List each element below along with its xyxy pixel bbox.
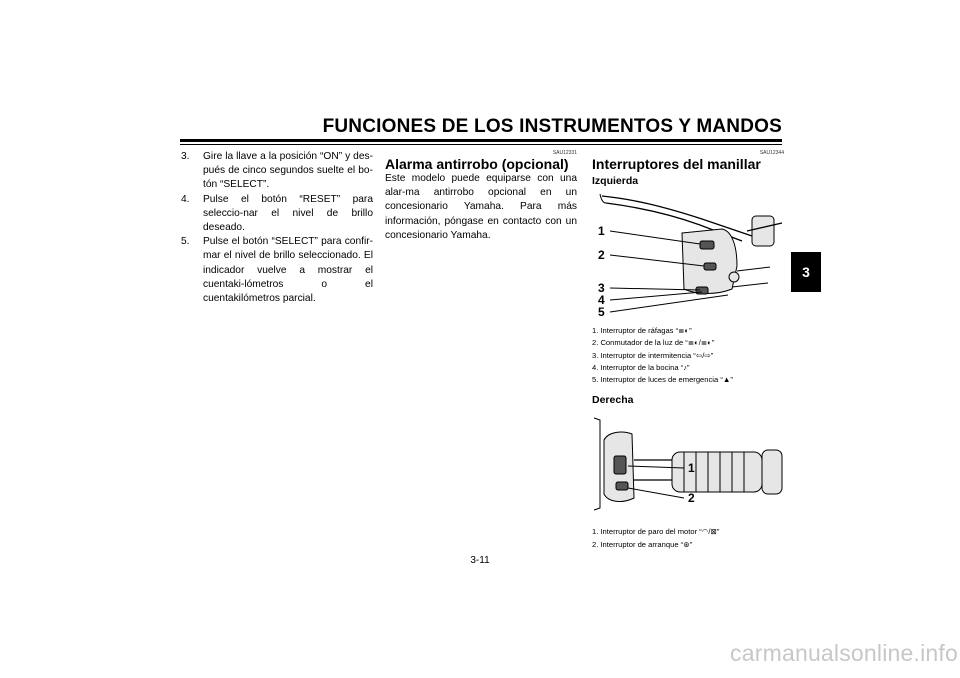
step-text: Pulse el botón “RESET” para seleccio-nar el nivel de brillo deseado. (203, 193, 373, 234)
hazard-icon: ▲ (722, 375, 731, 385)
caption-item: 4. Interruptor de la bocina “♪” (592, 362, 690, 372)
step-number: 3. (181, 151, 190, 162)
caption-item: 3. Interruptor de intermitencia “⇦/⇨” (592, 350, 714, 360)
alarm-section (385, 150, 577, 243)
page-header-title: FUNCIONES DE LOS INSTRUMENTOS Y MANDOS (322, 116, 782, 137)
callout-label: 2 (598, 248, 605, 262)
caption-item: 1. Interruptor de ráfagas “≣◐” (592, 326, 692, 335)
right-caption-list (592, 526, 784, 551)
steps-list (181, 150, 373, 306)
callout-label: 4 (598, 293, 605, 307)
engine-run-icon: ◠ (701, 527, 709, 537)
step-text: Pulse el botón “SELECT” para confir-mar el nivel de brillo seleccionado. El indicador vuelve a mostrar el cuentaki-lómetros o el cuentakilómetros parcial. (203, 236, 373, 305)
caption-item: 5. Interruptor de luces de emergencia “▲” (592, 375, 733, 385)
handlebar-switches-section (592, 150, 784, 551)
section-body: Este modelo puede equiparse con una alar-ma antirrobo opcional en un concesionario Yamaha. Para más información, póngase en contacto con un concesionario Yamaha. (385, 173, 577, 241)
right-handlebar-illustration (592, 410, 784, 520)
left-subtitle: Izquierda (592, 175, 639, 187)
caption-item: 1. Interruptor de paro del motor “◠/⊠” (592, 527, 720, 537)
section-title: Alarma antirrobo (opcional) (385, 156, 569, 172)
left-caption-list (592, 325, 784, 386)
right-subtitle: Derecha (592, 394, 634, 407)
header-rule-thin (180, 144, 782, 145)
callout-label: 1 (598, 224, 605, 238)
step-text: Gire la llave a la posición “ON” y des-pués de cinco segundos suelte el bo-tón “SELECT”. (203, 151, 373, 191)
step-number: 4. (181, 193, 190, 205)
chapter-tab[interactable]: 3 (791, 252, 821, 292)
list-item (181, 235, 373, 306)
low-beam-icon: ≣◐ (700, 338, 712, 348)
section-code: SAU12344 (759, 150, 784, 156)
callout-label: 2 (688, 491, 695, 506)
section-code: SAU12331 (552, 150, 577, 156)
high-beam-icon: ≣◐ (687, 338, 699, 348)
callout-label: 1 (688, 461, 695, 476)
callout-label: 3 (598, 281, 605, 295)
left-handlebar-illustration (592, 191, 784, 319)
headlight-icon: ≣◐ (678, 326, 690, 335)
step-number: 5. (181, 236, 190, 248)
callout-label: 5 (598, 305, 605, 319)
turn-right-icon: ⇨ (704, 350, 711, 360)
page-number: 3-11 (470, 555, 490, 566)
section-title: Interruptores del manillar (592, 156, 761, 172)
caption-item: 2. Interruptor de arranque “⊛” (592, 539, 693, 549)
list-item (181, 193, 373, 236)
list-item (181, 150, 373, 193)
horn-icon: ♪ (683, 362, 687, 372)
header-rule-thick (180, 139, 782, 142)
caption-item: 2. Conmutador de la luz de “≣◐/≣◐” (592, 338, 715, 348)
start-icon: ⊛ (683, 539, 690, 549)
watermark-link[interactable]: carmanualsonline.info (730, 640, 958, 666)
engine-stop-icon: ⊠ (710, 527, 717, 537)
turn-left-icon: ⇦ (695, 350, 703, 360)
